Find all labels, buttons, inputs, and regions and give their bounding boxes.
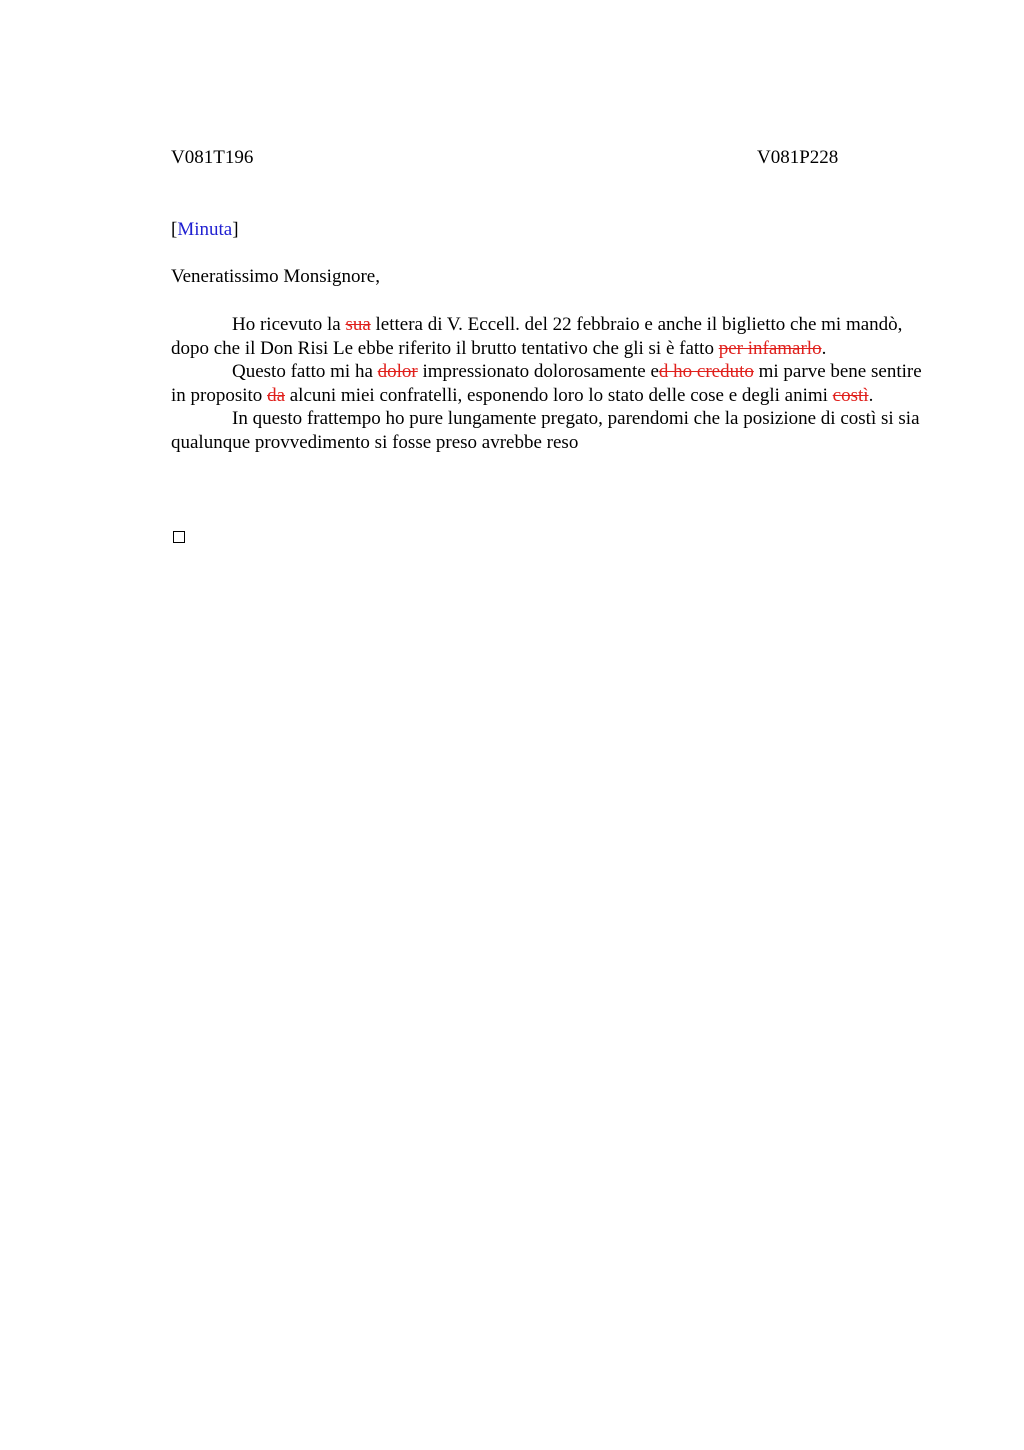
minuta-close-bracket: ] [232, 219, 239, 240]
deleted-text: d ho creduto [658, 361, 754, 382]
salutation: Veneratissimo Monsignore, [171, 266, 380, 287]
text-segment: In questo frattempo ho pure lungamente pregato, parendomi che la posizione di costì si sia qualunque provvedimento si fosse preso avrebbe reso [171, 408, 920, 453]
page-code-right: V081P228 [757, 147, 839, 168]
paragraph-1 [171, 313, 931, 360]
minuta-open-bracket: [ [171, 219, 178, 240]
deleted-text: sua [345, 314, 371, 335]
text-segment: alcuni miei confratelli, esponendo loro lo stato delle cose e degli animi [285, 384, 833, 406]
letter-body [171, 313, 931, 454]
deleted-text: da [267, 384, 285, 406]
text-segment: . [821, 337, 827, 359]
text-segment: Ho ricevuto la [232, 314, 346, 335]
paragraph-2 [171, 360, 931, 407]
deleted-text: costì [832, 384, 869, 406]
paragraph-3 [171, 407, 931, 454]
deleted-text: dolor [377, 361, 418, 382]
text-segment: impressionato dolorosamente e [417, 361, 659, 382]
text-segment: Questo fatto mi ha [232, 361, 378, 382]
deleted-text: per infamarlo [718, 337, 822, 359]
minuta-word: Minuta [177, 219, 233, 240]
text-segment: lettera di V. Eccell. del 22 febbraio e anche il biglietto che mi mandò, dopo che il Don Risi Le ebbe riferito il brutto tentativo che gli si è fatto [171, 314, 903, 359]
text-segment: . [868, 384, 874, 406]
empty-square-icon [173, 531, 185, 543]
text-segment: mi parve bene sentire in proposito [171, 361, 922, 406]
document-code-left: V081T196 [171, 147, 254, 168]
minuta-label [171, 218, 931, 242]
